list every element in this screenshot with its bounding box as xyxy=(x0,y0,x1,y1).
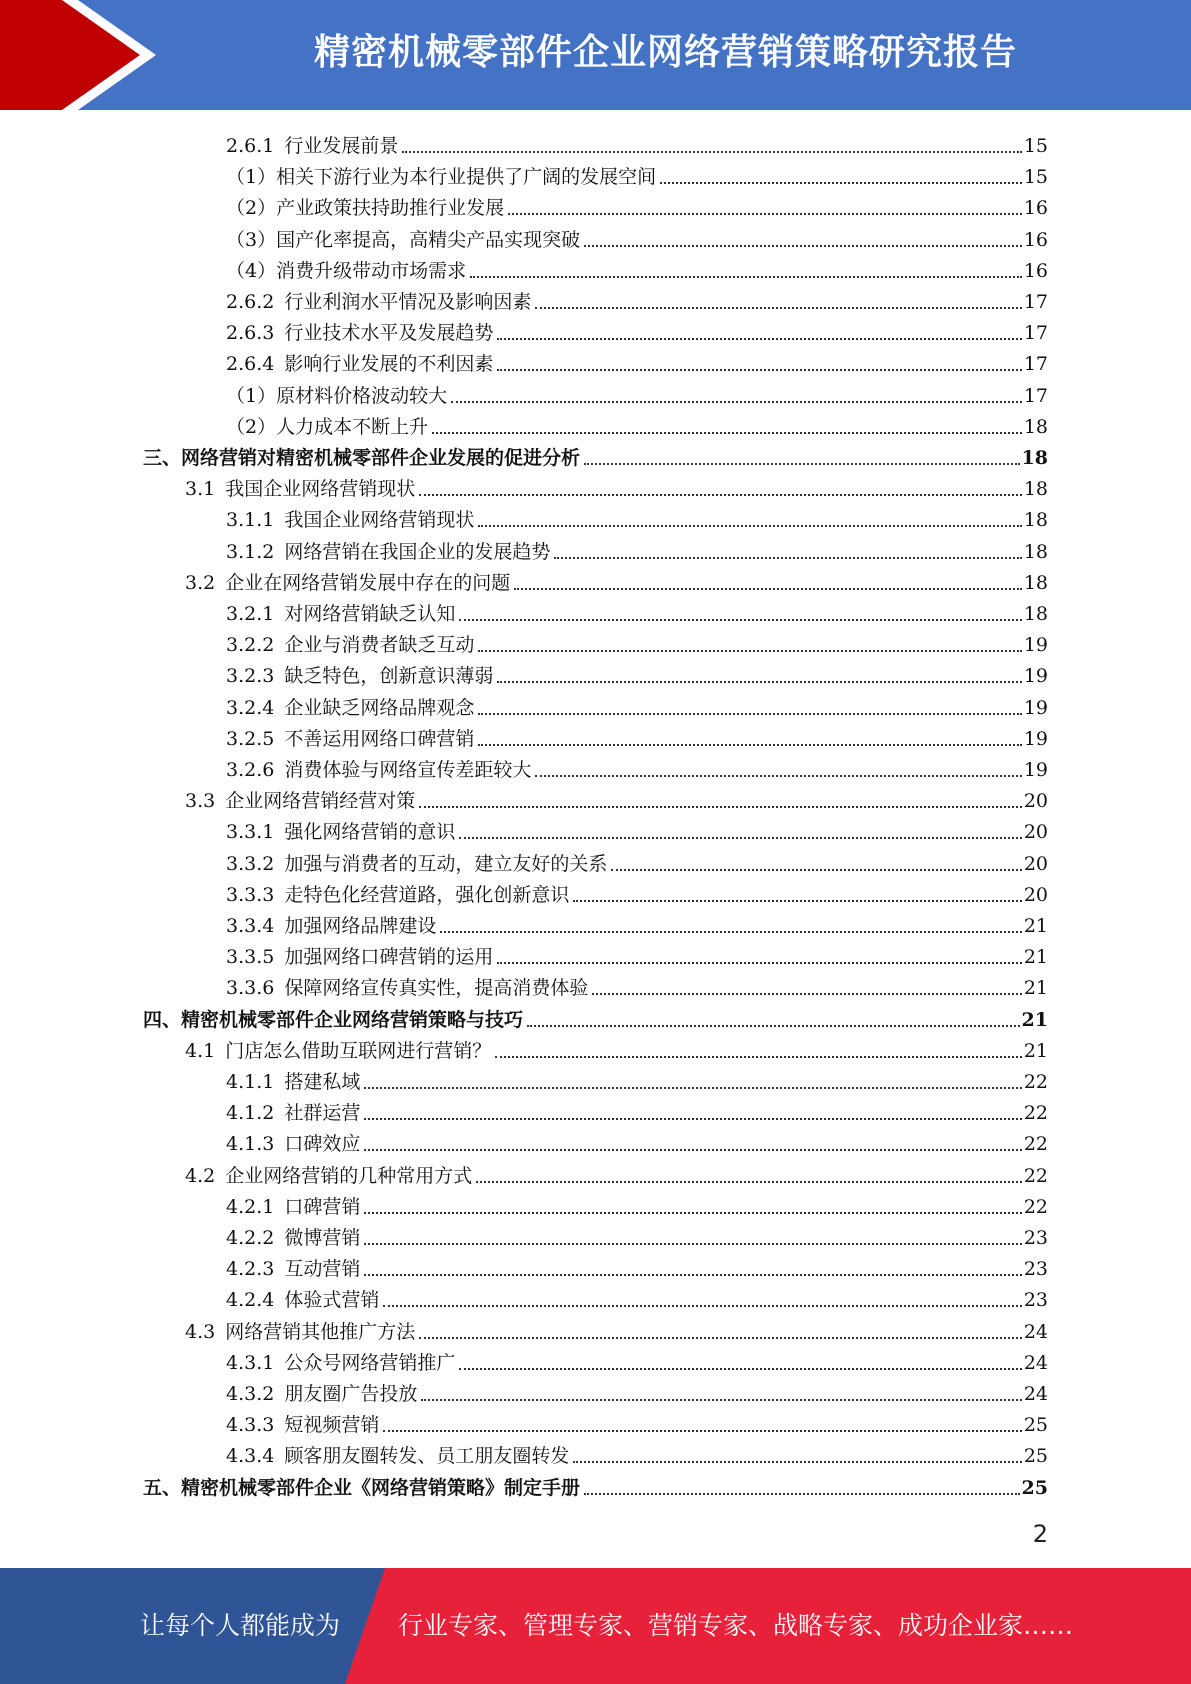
toc-entry-number: （2） xyxy=(226,197,277,220)
toc-entry[interactable] xyxy=(226,1375,1048,1406)
toc-entry[interactable] xyxy=(226,314,1048,345)
toc-entry-number: 4.3.4 xyxy=(226,1445,275,1468)
toc-dot-leader xyxy=(554,557,1021,559)
toc-entry-title: 相关下游行业为本行业提供了广阔的发展空间 xyxy=(276,166,657,189)
toc-entry-page: 20 xyxy=(1023,852,1048,875)
toc-entry-number: 3.2.4 xyxy=(226,696,275,719)
toc-dot-leader xyxy=(478,744,1021,746)
toc-entry-title: 三、网络营销对精密机械零部件企业发展的促进分析 xyxy=(143,447,581,469)
toc-entry[interactable] xyxy=(226,501,1048,532)
toc-entry[interactable] xyxy=(226,1406,1048,1437)
toc-entry-title: 网络营销其他推广方法 xyxy=(225,1320,416,1343)
toc-dot-leader xyxy=(584,463,1020,465)
toc-entry[interactable] xyxy=(226,813,1048,844)
toc-entry-page: 19 xyxy=(1023,759,1048,781)
toc-entry-title: 强化网络营销的意识 xyxy=(284,821,456,844)
toc-entry[interactable] xyxy=(226,345,1048,376)
toc-entry-page: 25 xyxy=(1023,1445,1048,1468)
toc-entry-title: 走特色化经营道路，强化创新意识 xyxy=(284,883,570,906)
toc-entry-title: 企业在网络营销发展中存在的问题 xyxy=(225,571,511,594)
toc-dot-leader xyxy=(440,931,1021,933)
footer-slogan-right: 行业专家、管理专家、营销专家、战略专家、成功企业家…… xyxy=(398,1611,1074,1640)
toc-entry-number: 2.6.3 xyxy=(226,322,275,345)
toc-entry-page: 21 xyxy=(1023,1039,1048,1062)
toc-entry[interactable] xyxy=(226,252,1048,283)
toc-entry-page: 23 xyxy=(1023,1227,1048,1249)
toc-entry-number: 2.6.4 xyxy=(226,353,275,376)
toc-entry[interactable] xyxy=(226,969,1048,1000)
toc-dot-leader xyxy=(470,276,1022,278)
toc-dot-leader xyxy=(459,619,1021,621)
toc-entry-page: 19 xyxy=(1023,634,1048,657)
toc-entry-title: 原材料价格波动较大 xyxy=(276,384,448,407)
toc-dot-leader xyxy=(402,151,1021,153)
toc-dot-leader xyxy=(592,993,1021,995)
toc-entry-number: 4.3.3 xyxy=(226,1414,275,1437)
toc-entry-number: 4.2.4 xyxy=(226,1289,275,1312)
toc-dot-leader xyxy=(573,1461,1021,1463)
toc-entry-page: 19 xyxy=(1023,665,1048,688)
toc-entry-title: 企业网络营销的几种常用方式 xyxy=(225,1164,473,1187)
toc-entry-title: 口碑营销 xyxy=(284,1195,361,1218)
toc-dot-leader xyxy=(584,1493,1020,1495)
toc-entry[interactable] xyxy=(226,1219,1048,1250)
toc-entry-page: 20 xyxy=(1023,821,1048,844)
toc-entry-title: 企业与消费者缺乏互动 xyxy=(284,634,475,657)
toc-dot-leader xyxy=(660,182,1022,184)
toc-entry-title: 人力成本不断上升 xyxy=(276,415,429,438)
toc-entry[interactable] xyxy=(185,564,1048,595)
toc-entry[interactable] xyxy=(226,689,1048,720)
toc-entry-page: 16 xyxy=(1023,259,1048,282)
toc-entry-title: 公众号网络营销推广 xyxy=(284,1351,456,1374)
toc-dot-leader xyxy=(478,650,1021,652)
toc-dot-leader xyxy=(383,1430,1021,1432)
toc-entry[interactable] xyxy=(226,283,1048,314)
toc-entry-page: 18 xyxy=(1021,447,1048,469)
toc-dot-leader xyxy=(451,401,1022,403)
toc-dot-leader xyxy=(514,588,1022,590)
toc-entry[interactable] xyxy=(185,470,1048,501)
toc-dot-leader xyxy=(478,713,1021,715)
toc-entry[interactable] xyxy=(226,751,1048,782)
toc-entry-number: 3.2.1 xyxy=(226,603,275,625)
toc-entry-page: 23 xyxy=(1023,1289,1048,1312)
toc-entry-number: 3.1 xyxy=(185,478,216,501)
toc-entry-title: 缺乏特色，创新意识薄弱 xyxy=(284,665,494,688)
toc-dot-leader xyxy=(495,1056,1022,1058)
toc-entry[interactable] xyxy=(143,1001,1048,1032)
toc-entry-number: 3.3.6 xyxy=(226,977,275,1000)
toc-dot-leader xyxy=(535,307,1021,309)
toc-entry[interactable] xyxy=(226,377,1048,408)
toc-dot-leader xyxy=(497,962,1021,964)
toc-entry-title: 互动营销 xyxy=(284,1258,361,1281)
toc-dot-leader xyxy=(421,1399,1021,1401)
toc-entry[interactable] xyxy=(226,1281,1048,1312)
toc-entry-number: （1） xyxy=(226,166,277,189)
toc-entry-page: 17 xyxy=(1023,384,1048,407)
toc-entry-title: 行业发展前景 xyxy=(284,135,399,157)
toc-dot-leader xyxy=(364,1118,1021,1120)
toc-entry-title: 加强网络口碑营销的运用 xyxy=(284,946,494,969)
toc-entry-page: 21 xyxy=(1023,915,1048,937)
toc-dot-leader xyxy=(535,775,1021,777)
toc-entry-number: 4.2.2 xyxy=(226,1227,275,1249)
toc-entry-number: 3.3.2 xyxy=(226,852,275,875)
toc-entry[interactable] xyxy=(226,1188,1048,1219)
toc-entry-page: 22 xyxy=(1023,1195,1048,1218)
toc-dot-leader xyxy=(508,213,1022,215)
toc-entry-number: 3.2.5 xyxy=(226,727,275,750)
toc-dot-leader xyxy=(419,494,1022,496)
toc-entry[interactable] xyxy=(226,938,1048,969)
toc-dot-leader xyxy=(611,869,1021,871)
toc-entry-title: 影响行业发展的不利因素 xyxy=(284,353,494,376)
toc-entry-title: 行业利润水平情况及影响因素 xyxy=(284,291,532,313)
toc-entry-number: 3.2 xyxy=(185,571,216,594)
toc-entry-page: 21 xyxy=(1023,946,1048,969)
toc-entry[interactable] xyxy=(226,158,1048,189)
toc-entry[interactable] xyxy=(226,907,1048,938)
toc-entry-title: 我国企业网络营销现状 xyxy=(284,509,475,532)
toc-entry[interactable] xyxy=(143,439,1048,470)
toc-dot-leader xyxy=(527,1025,1020,1027)
toc-dot-leader xyxy=(419,1337,1022,1339)
toc-entry-title: 国产化率提高，高精尖产品实现突破 xyxy=(276,228,581,251)
toc-entry-number: （2） xyxy=(226,415,277,438)
toc-entry-page: 17 xyxy=(1023,291,1048,313)
toc-entry-title: 短视频营销 xyxy=(284,1414,380,1437)
page-footer xyxy=(0,1568,1191,1684)
toc-entry-page: 25 xyxy=(1021,1476,1048,1499)
toc-entry-page: 21 xyxy=(1021,1008,1048,1031)
toc-entry-number: 3.2.2 xyxy=(226,634,275,657)
toc-entry-number: 3.3.3 xyxy=(226,883,275,906)
toc-entry-title: 行业技术水平及发展趋势 xyxy=(284,322,494,345)
page-header xyxy=(0,0,1191,110)
toc-entry[interactable] xyxy=(226,657,1048,688)
toc-entry-page: 24 xyxy=(1023,1351,1048,1374)
toc-entry-title: 保障网络宣传真实性，提高消费体验 xyxy=(284,977,589,1000)
toc-entry-title: 企业缺乏网络品牌观念 xyxy=(284,696,475,719)
toc-entry-number: 3.3.4 xyxy=(226,915,275,937)
toc-entry-number: （3） xyxy=(226,228,277,251)
toc-dot-leader xyxy=(497,338,1021,340)
toc-entry-number: 3.3 xyxy=(185,790,216,813)
toc-entry[interactable] xyxy=(185,1157,1048,1188)
toc-dot-leader xyxy=(364,1149,1021,1151)
toc-entry-number: （4） xyxy=(226,259,277,282)
toc-entry-title: 口碑效应 xyxy=(284,1133,361,1156)
toc-entry-number: 4.1.3 xyxy=(226,1133,275,1156)
toc-entry[interactable] xyxy=(226,845,1048,876)
toc-entry-title: 朋友圈广告投放 xyxy=(284,1383,418,1405)
toc-entry-page: 15 xyxy=(1023,135,1048,157)
toc-entry[interactable] xyxy=(143,1469,1048,1500)
page-number: 2 xyxy=(1032,1520,1048,1548)
toc-entry-page: 23 xyxy=(1023,1258,1048,1281)
toc-dot-leader xyxy=(459,837,1021,839)
toc-entry[interactable] xyxy=(226,189,1048,220)
toc-entry-title: 消费升级带动市场需求 xyxy=(276,259,467,282)
toc-dot-leader xyxy=(573,900,1021,902)
toc-entry-page: 17 xyxy=(1023,322,1048,345)
toc-dot-leader xyxy=(383,1305,1021,1307)
toc-entry-page: 16 xyxy=(1023,197,1048,220)
toc-entry-page: 20 xyxy=(1023,790,1048,813)
toc-entry-page: 18 xyxy=(1023,603,1048,625)
toc-entry-number: 3.2.6 xyxy=(226,759,275,781)
toc-entry-page: 22 xyxy=(1023,1164,1048,1187)
toc-dot-leader xyxy=(476,1181,1022,1183)
toc-entry-page: 19 xyxy=(1023,727,1048,750)
toc-entry-number: 3.1.1 xyxy=(226,509,275,532)
toc-entry-page: 18 xyxy=(1023,478,1048,501)
toc-entry-number: 4.1 xyxy=(185,1039,216,1062)
toc-entry-number: 4.1.2 xyxy=(226,1102,275,1125)
toc-entry-page: 22 xyxy=(1023,1133,1048,1156)
toc-dot-leader xyxy=(419,806,1022,808)
toc-entry[interactable] xyxy=(226,127,1048,158)
toc-entry-page: 16 xyxy=(1023,228,1048,251)
toc-entry-title: 网络营销在我国企业的发展趋势 xyxy=(284,540,551,563)
toc-entry-page: 25 xyxy=(1023,1414,1048,1437)
toc-dot-leader xyxy=(432,432,1022,434)
toc-entry-title: 企业网络营销经营对策 xyxy=(225,790,416,813)
toc-dot-leader xyxy=(364,1274,1021,1276)
toc-entry-title: 我国企业网络营销现状 xyxy=(225,478,416,501)
toc-dot-leader xyxy=(364,1243,1021,1245)
toc-entry-title: 五、精密机械零部件企业《网络营销策略》制定手册 xyxy=(143,1476,581,1499)
toc-entry-title: 门店怎么借助互联网进行营销？ xyxy=(225,1039,492,1062)
toc-entry-page: 19 xyxy=(1023,696,1048,719)
toc-entry-number: （1） xyxy=(226,384,277,407)
toc-entry-page: 18 xyxy=(1023,540,1048,563)
toc-entry[interactable] xyxy=(226,221,1048,252)
toc-entry-title: 产业政策扶持助推行业发展 xyxy=(276,197,505,220)
toc-entry[interactable] xyxy=(185,1032,1048,1063)
toc-dot-leader xyxy=(364,1087,1021,1089)
toc-dot-leader xyxy=(497,369,1021,371)
toc-entry-number: 4.2.1 xyxy=(226,1195,275,1218)
toc-entry-page: 18 xyxy=(1023,509,1048,532)
toc-entry[interactable] xyxy=(226,1063,1048,1094)
toc-entry-number: 2.6.2 xyxy=(226,291,275,313)
toc-entry-page: 18 xyxy=(1023,571,1048,594)
toc-entry-page: 17 xyxy=(1023,353,1048,376)
toc-dot-leader xyxy=(459,1368,1021,1370)
toc-entry[interactable] xyxy=(226,876,1048,907)
report-title: 精密机械零部件企业网络营销策略研究报告 xyxy=(313,32,1017,73)
toc-entry-title: 消费体验与网络宣传差距较大 xyxy=(284,759,532,781)
toc-dot-leader xyxy=(584,245,1022,247)
toc-entry-page: 22 xyxy=(1023,1102,1048,1125)
toc-entry-page: 21 xyxy=(1023,977,1048,1000)
toc-entry-page: 15 xyxy=(1023,166,1048,189)
toc-entry[interactable] xyxy=(226,1437,1048,1468)
toc-entry-number: 3.2.3 xyxy=(226,665,275,688)
toc-entry-number: 4.2 xyxy=(185,1164,216,1187)
toc-entry-number: 3.3.5 xyxy=(226,946,275,969)
toc-entry-page: 24 xyxy=(1023,1320,1048,1343)
toc-entry[interactable] xyxy=(226,1344,1048,1375)
toc-entry-title: 加强与消费者的互动，建立友好的关系 xyxy=(284,852,608,875)
toc-entry-number: 4.2.3 xyxy=(226,1258,275,1281)
toc-entry-number: 4.3.2 xyxy=(226,1383,275,1405)
toc-entry[interactable] xyxy=(226,1250,1048,1281)
toc-entry[interactable] xyxy=(226,626,1048,657)
toc-entry-number: 4.1.1 xyxy=(226,1071,275,1093)
toc-entry-number: 4.3 xyxy=(185,1320,216,1343)
toc-entry-number: 4.3.1 xyxy=(226,1351,275,1374)
footer-slogan-left: 让每个人都能成为 xyxy=(140,1611,341,1640)
toc-dot-leader xyxy=(364,1212,1021,1214)
toc-entry-title: 微博营销 xyxy=(284,1227,361,1249)
toc-entry-title: 四、精密机械零部件企业网络营销策略与技巧 xyxy=(143,1008,524,1031)
toc-entry[interactable] xyxy=(185,1313,1048,1344)
toc-entry[interactable] xyxy=(226,595,1048,626)
toc-entry-page: 22 xyxy=(1023,1071,1048,1093)
toc-entry-title: 顾客朋友圈转发、员工朋友圈转发 xyxy=(284,1445,570,1468)
toc-dot-leader xyxy=(478,525,1021,527)
toc-entry-title: 社群运营 xyxy=(284,1102,361,1125)
toc-dot-leader xyxy=(497,681,1021,683)
toc-entry-title: 加强网络品牌建设 xyxy=(284,915,437,937)
toc-entry-page: 24 xyxy=(1023,1383,1048,1405)
toc-entry-number: 3.1.2 xyxy=(226,540,275,563)
toc-entry-number: 2.6.1 xyxy=(226,135,275,157)
toc-entry-title: 不善运用网络口碑营销 xyxy=(284,727,475,750)
toc-entry-title: 对网络营销缺乏认知 xyxy=(284,603,456,625)
toc-entry[interactable] xyxy=(226,408,1048,439)
toc-entry[interactable] xyxy=(226,720,1048,751)
toc-entry-number: 3.3.1 xyxy=(226,821,275,844)
toc-entry-title: 体验式营销 xyxy=(284,1289,380,1312)
toc-entry[interactable] xyxy=(226,1094,1048,1125)
toc-entry[interactable] xyxy=(226,533,1048,564)
toc-entry[interactable] xyxy=(185,782,1048,813)
toc-entry-title: 搭建私域 xyxy=(284,1071,361,1093)
toc-entry[interactable] xyxy=(226,1125,1048,1156)
toc-entry-page: 18 xyxy=(1023,415,1048,438)
toc-entry-page: 20 xyxy=(1023,883,1048,906)
